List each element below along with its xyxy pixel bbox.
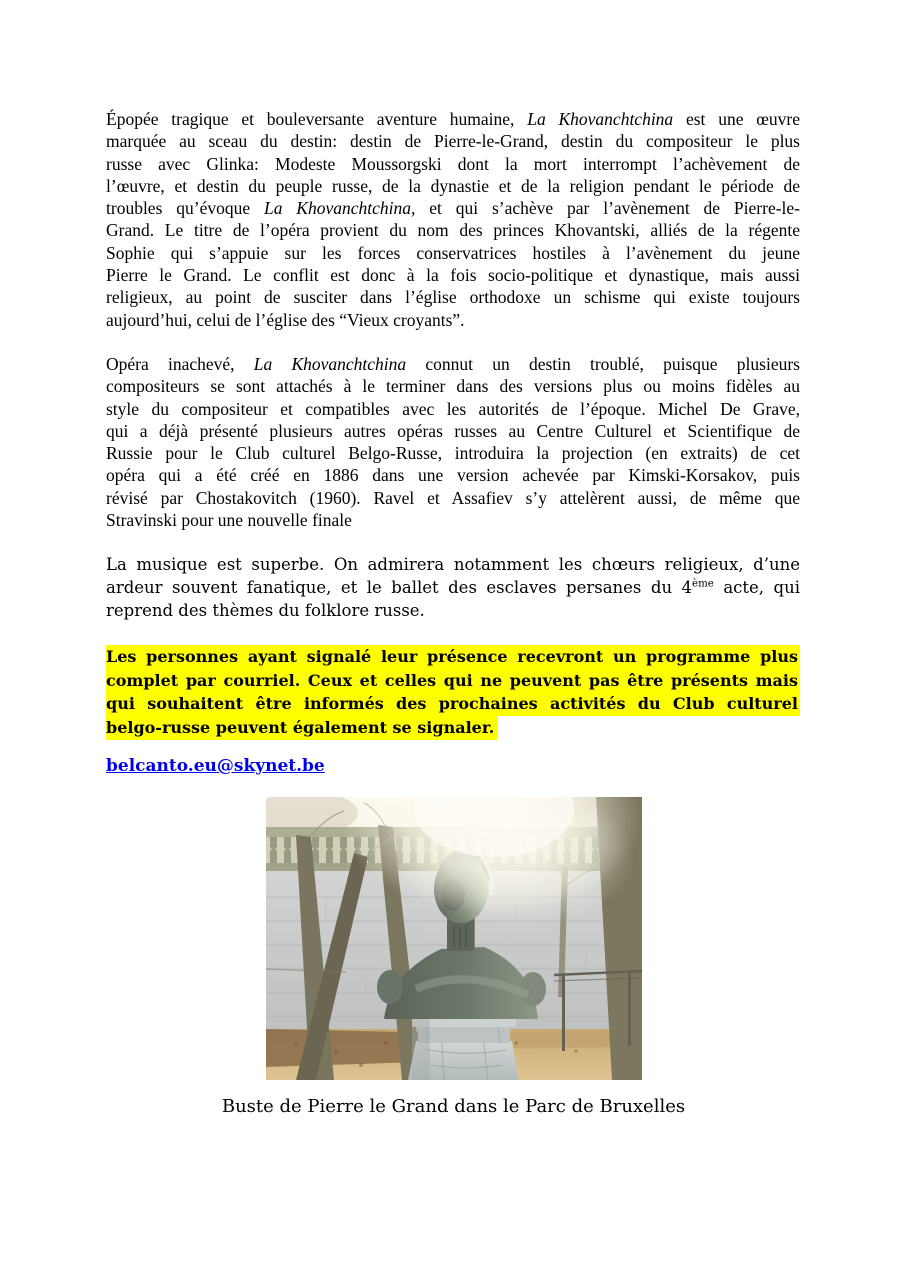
email-link[interactable]: belcanto.eu@skynet.be [106, 756, 325, 776]
contact-row [106, 756, 800, 776]
line: aujourd’hui, celui de l’église des “Vieux croyants”. [106, 309, 465, 330]
paragraph-opera-versions [106, 353, 800, 531]
line: troubles qu’évoque La Khovanchtchina, et qui s’achève par l’avènement de Pierre-le- [106, 198, 800, 219]
highlighted-line: belgo-russe peuvent également se signaler. [106, 716, 498, 740]
line: reprend des thèmes du folklore russe. [106, 601, 425, 620]
highlighted-line: Les personnes ayant signalé leur présence recevront un programme plus [106, 645, 800, 669]
line: Grand. Le titre de l’opéra provient du nom des princes Khovantski, alliés de la régente [106, 220, 800, 241]
line: Pierre le Grand. Le conflit est donc à la fois socio-politique et dynastique, mais aussi [106, 265, 800, 286]
line: La musique est superbe. On admirera notamment les chœurs religieux, d’une [106, 555, 800, 574]
highlighted-line: complet par courriel. Ceux et celles qui ne peuvent pas être présents mais [106, 669, 800, 693]
line: Épopée tragique et bouleversante aventure humaine, La Khovanchtchina est une œuvre [106, 109, 800, 129]
bust-photo [266, 797, 642, 1080]
line: qui a déjà présenté plusieurs autres opéras russes au Centre Culturel et Scientifique de [106, 420, 800, 441]
highlighted-notice [106, 645, 800, 740]
highlighted-line: qui souhaitent être informés des prochaines activités du Club culturel [106, 692, 800, 716]
line: Stravinski pour une nouvelle finale [106, 510, 352, 531]
line: Opéra inachevé, La Khovanchtchina connut un destin troublé, puisque plusieurs [106, 354, 800, 374]
italic-title: La Khovanchtchina, [263, 198, 416, 219]
line: révisé par Chostakovitch (1960). Ravel et Assafiev s’y attelèrent aussi, de même que [106, 487, 800, 508]
italic-title: La Khovanchtchina [527, 109, 674, 129]
line: Sophie qui s’appuie sur les forces conservatrices hostiles à l’avènement du jeune [106, 242, 800, 263]
line: compositeurs se sont attachés à le terminer dans des versions plus ou moins fidèles au [106, 376, 800, 397]
paragraph-opera-intro [106, 108, 800, 331]
line: russe avec Glinka: Modeste Moussorgski dont la mort interrompt l’achèvement de [106, 153, 800, 174]
line: ardeur souvent fanatique, et le ballet des esclaves persanes du 4ème acte, qui [106, 578, 800, 597]
bust-photo-graphic [266, 797, 642, 1080]
italic-title: La Khovanchtchina [253, 354, 407, 374]
line: religieux, au point de susciter dans l’église orthodoxe un schisme qui existe toujours [106, 287, 800, 308]
line: marquée au sceau du destin: destin de Pierre-le-Grand, destin du compositeur le plus [106, 131, 800, 152]
line: l’œuvre, et destin du peuple russe, de la dynastie et de la religion pendant le période de [106, 175, 800, 196]
line: Russie pour le Club culturel Belgo-Russe, introduira la projection (en extraits) de cet [106, 443, 800, 464]
paragraph-music [106, 553, 800, 622]
line: style du compositeur et compatibles avec les autorités de l’époque. Michel De Grave, [106, 398, 800, 419]
ordinal-superscript: ème [692, 578, 714, 590]
line: opéra qui a été créé en 1886 dans une version achevée par Kimski-Korsakov, puis [106, 465, 800, 486]
photo-caption: Buste de Pierre le Grand dans le Parc de Bruxelles [221, 1096, 686, 1117]
